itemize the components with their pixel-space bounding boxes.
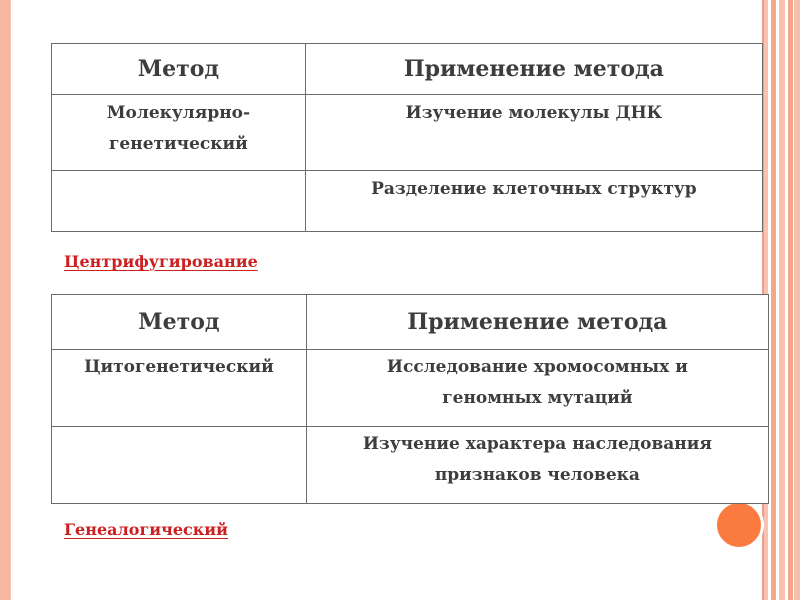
method-cell: Цитогенетический xyxy=(52,350,307,427)
method-cell-empty xyxy=(52,427,307,504)
header-application: Применение метода xyxy=(306,295,768,350)
method-cell-empty xyxy=(52,171,306,232)
answer-label-2: Генеалогический xyxy=(64,520,229,539)
application-cell: Изучение молекулы ДНК xyxy=(305,95,762,171)
header-application: Применение метода xyxy=(305,44,762,95)
method-text: Молекулярно-генетический xyxy=(106,103,251,154)
table-row xyxy=(52,95,763,171)
header-method: Метод xyxy=(52,295,307,350)
methods-table-2 xyxy=(51,294,769,504)
application-cell: Разделение клеточных структур xyxy=(305,171,762,232)
table-row xyxy=(52,427,769,504)
table-row xyxy=(52,171,763,232)
header-method: Метод xyxy=(52,44,306,95)
orange-circle-decoration xyxy=(714,500,764,550)
table-row xyxy=(52,350,769,427)
table-header-row xyxy=(52,44,763,95)
left-decorative-border xyxy=(0,0,10,600)
table-header-row xyxy=(52,295,769,350)
answer-label-1: Центрифугирование xyxy=(64,252,258,271)
application-cell: Изучение характера наследования признаков человека xyxy=(306,427,768,504)
methods-table-1 xyxy=(51,43,763,232)
method-cell xyxy=(52,95,306,171)
application-cell: Исследование хромосомных и геномных мутаций xyxy=(306,350,768,427)
